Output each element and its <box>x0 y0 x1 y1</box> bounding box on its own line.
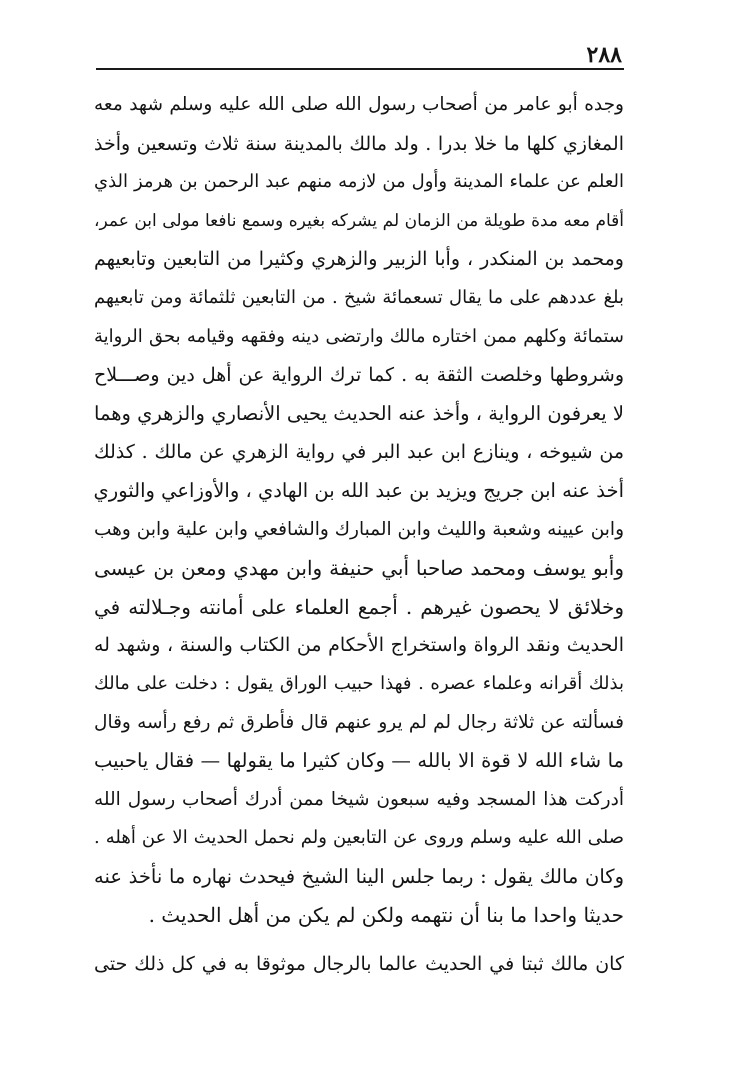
text-line: ومحمد بن المنكدر ، وأبا الزبير والزهري وكثيرا من التابعين وتابعيهم <box>94 248 624 271</box>
text-line: أقام معه مدة طويلة من الزمان لم يشركه بغيره وسمع نافعا مولى ابن عمر، <box>94 210 624 231</box>
text-line: المغازي كلها ما خلا بدرا . ولد مالك بالمدينة سنة ثلاث وتسعين وأخذ <box>94 132 624 155</box>
text-line: العلم عن علماء المدينة وأول من لازمه منهم عبد الرحمن بن هرمز الذي <box>94 171 624 193</box>
page-number: ٢٨٨ <box>586 42 622 68</box>
text-line: بلغ عددهم على ما يقال تسعمائة شيخ . من التابعين ثلثمائة ومن تابعيهم <box>94 286 624 308</box>
text-line: وأبو يوسف ومحمد صاحبا أبي حنيفة وابن مهدي ومعن بن عيسى <box>94 556 624 581</box>
text-line: فسألته عن ثلاثة رجال لم لم يرو عنهم قال فأطرق ثم رفع رأسه وقال <box>94 711 624 733</box>
text-line: صلى الله عليه وسلم وروى عن التابعين ولم نحمل الحديث الا عن أهله . <box>94 827 624 849</box>
text-line: وجده أبو عامر من أصحاب رسول الله صلى الله عليه وسلم شهد معه <box>94 94 624 115</box>
text-line: أخذ عنه ابن جريج ويزيد بن عبد الله بن الهادي ، والأوزاعي والثوري <box>94 478 624 502</box>
text-line: الحديث ونقد الرواة واستخراج الأحكام من الكتاب والسنة ، وشهد له <box>94 634 624 657</box>
text-line: بذلك أقرانه وعلماء عصره . فهذا حبيب الوراق يقول : دخلت على مالك <box>94 672 624 694</box>
text-line: وابن عيينه وشعبة والليث وابن المبارك والشافعي وابن علية وابن وهب <box>94 518 624 540</box>
text-line: لا يعرفون الرواية ، وأخذ عنه الحديث يحيى الأنصاري والزهري وهما <box>94 401 624 425</box>
text-line: وخلائق لا يحصون غيرهم . أجمع العلماء على أمانته وجـلالته في <box>94 594 624 619</box>
text-line: وكان مالك يقول : ربما جلس الينا الشيخ فيحدث نهاره ما نأخذ عنه <box>94 864 624 888</box>
body-text <box>94 86 624 984</box>
text-line: وشروطها وخلصت الثقة به . كما ترك الرواية عن أهل دين وصـــلاح <box>94 364 624 387</box>
text-line: ما شاء الله لا قوة الا بالله — وكان كثيرا ما يقولها — فقال ياحبيب <box>94 749 624 773</box>
text-line: من شيوخه ، وينازع ابن عبد البر في رواية الزهري عن مالك . كذلك <box>94 441 624 464</box>
header-rule <box>96 68 624 70</box>
text-line: حديثا واحدا ما بنا أن نتهمه ولكن لم يكن من أهل الحديث . <box>148 903 624 928</box>
text-line: أدركت هذا المسجد وفيه سبعون شيخا ممن أدرك أصحاب رسول الله <box>94 788 624 810</box>
text-line: كان مالك ثبتا في الحديث عالما بالرجال موثوقا به في كل ذلك حتى <box>94 953 624 976</box>
text-line: ستمائة وكلهم ممن اختاره مالك وارتضى دينه وفقهه وقيامه بحق الرواية <box>94 325 624 347</box>
